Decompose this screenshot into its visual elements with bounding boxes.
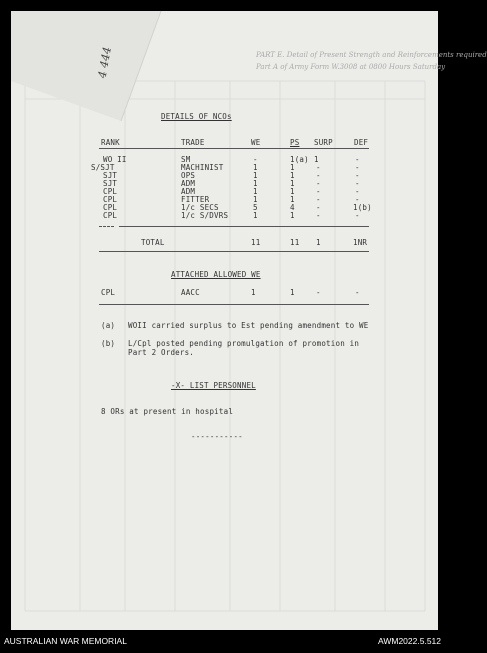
cell-rank: S/SJT bbox=[91, 163, 115, 172]
cell-surp: - bbox=[316, 195, 321, 204]
note-text: L/Cpl posted pending promulgation of promotion in bbox=[128, 339, 360, 348]
cell-ps: 1 bbox=[290, 288, 295, 297]
total-surp: 1 bbox=[316, 238, 321, 247]
cell-def: - bbox=[355, 211, 360, 220]
col-surp: SURP bbox=[314, 138, 333, 147]
cell-def: - bbox=[355, 179, 360, 188]
cell-rank: CPL bbox=[103, 203, 118, 212]
cell-def: - bbox=[355, 187, 360, 196]
attached-rule bbox=[99, 304, 369, 305]
cell-trade: 1/c SECS bbox=[181, 203, 219, 212]
cell-we: 1 bbox=[253, 163, 258, 172]
note-mark: (b) bbox=[101, 339, 116, 348]
x-list-title: -X- LIST PERSONNEL bbox=[171, 381, 256, 390]
cell-we: 1 bbox=[253, 195, 258, 204]
bleed-header-line1: PART E. Detail of Present Strength and Reinforcements required bbox=[256, 51, 487, 59]
cell-rank: SJT bbox=[103, 179, 118, 188]
cell-ps: 1 bbox=[290, 179, 295, 188]
cell-trade: AACC bbox=[181, 288, 200, 297]
cell-rank: CPL bbox=[103, 187, 118, 196]
cell-surp: - bbox=[316, 187, 321, 196]
cell-def: - bbox=[355, 288, 360, 297]
cell-rank: CPL bbox=[103, 211, 118, 220]
cell-we: 1 bbox=[253, 187, 258, 196]
page-title: DETAILS OF NCOs bbox=[161, 112, 232, 121]
cell-def: - bbox=[355, 163, 360, 172]
document-page bbox=[11, 11, 487, 630]
folded-corner-shadow bbox=[11, 11, 161, 121]
end-mark: ----------- bbox=[191, 432, 243, 441]
cell-we: 5 bbox=[253, 203, 258, 212]
note-text: WOII carried surplus to Est pending amendment to WE bbox=[128, 321, 369, 330]
cell-rank: SJT bbox=[103, 171, 118, 180]
cell-surp: - bbox=[316, 211, 321, 220]
x-list-text: 8 ORs at present in hospital bbox=[101, 407, 234, 416]
cell-trade: MACHINIST bbox=[181, 163, 224, 172]
cell-surp: - bbox=[316, 171, 321, 180]
cell-ps: 1 bbox=[290, 171, 295, 180]
cell-we: 1 bbox=[253, 179, 258, 188]
cell-def: - bbox=[355, 171, 360, 180]
total-bottom-rule bbox=[99, 251, 369, 252]
cell-ps: 1 bbox=[290, 163, 295, 172]
cell-trade: SM bbox=[181, 155, 191, 164]
bleed-header-line2: Part A of Army Form W.3008 at 0800 Hours Saturday bbox=[256, 63, 446, 71]
footer-credit: AUSTRALIAN WAR MEMORIAL bbox=[4, 636, 127, 646]
cell-ps: 1 bbox=[290, 211, 295, 220]
cell-surp: - bbox=[316, 288, 321, 297]
total-label: TOTAL bbox=[141, 238, 165, 247]
cell-we: 1 bbox=[253, 171, 258, 180]
header-rule bbox=[99, 148, 369, 149]
cell-surp: - bbox=[316, 163, 321, 172]
cell-we: 1 bbox=[251, 288, 256, 297]
note-text: Part 2 Orders. bbox=[128, 348, 195, 357]
note-mark: (a) bbox=[101, 321, 116, 330]
col-def: DEF bbox=[354, 138, 369, 147]
cell-rank: CPL bbox=[103, 195, 118, 204]
cell-we: - bbox=[253, 155, 258, 164]
cell-trade: ADM bbox=[181, 187, 196, 196]
col-ps: PS bbox=[290, 138, 300, 147]
cell-trade: OPS bbox=[181, 171, 196, 180]
cell-def: 1(b) bbox=[353, 203, 372, 212]
total-top-rule bbox=[119, 226, 369, 227]
cell-trade: ADM bbox=[181, 179, 196, 188]
cell-def: - bbox=[355, 155, 360, 164]
cell-ps: 1(a) bbox=[290, 155, 309, 164]
cell-surp: - bbox=[316, 203, 321, 212]
cell-we: 1 bbox=[253, 211, 258, 220]
total-def: 1NR bbox=[353, 238, 368, 247]
cell-rank: WO II bbox=[103, 155, 127, 164]
total-ps: 11 bbox=[290, 238, 300, 247]
cell-ps: 4 bbox=[290, 203, 295, 212]
cell-ps: 1 bbox=[290, 187, 295, 196]
cell-def: - bbox=[355, 195, 360, 204]
cell-surp: 1 bbox=[314, 155, 319, 164]
col-trade: TRADE bbox=[181, 138, 205, 147]
attached-title: ATTACHED ALLOWED WE bbox=[171, 270, 261, 279]
col-we: WE bbox=[251, 138, 261, 147]
cell-surp: - bbox=[316, 179, 321, 188]
total-we: 11 bbox=[251, 238, 261, 247]
footer-reference: AWM2022.5.512 bbox=[378, 636, 441, 646]
col-rank: RANK bbox=[101, 138, 120, 147]
handwritten-note: 4 444 bbox=[95, 45, 114, 80]
cell-ps: 1 bbox=[290, 195, 295, 204]
cell-trade: FITTER bbox=[181, 195, 210, 204]
cell-rank: CPL bbox=[101, 288, 116, 297]
rule-dash-left bbox=[99, 226, 114, 227]
cell-trade: 1/c S/DVRS bbox=[181, 211, 229, 220]
